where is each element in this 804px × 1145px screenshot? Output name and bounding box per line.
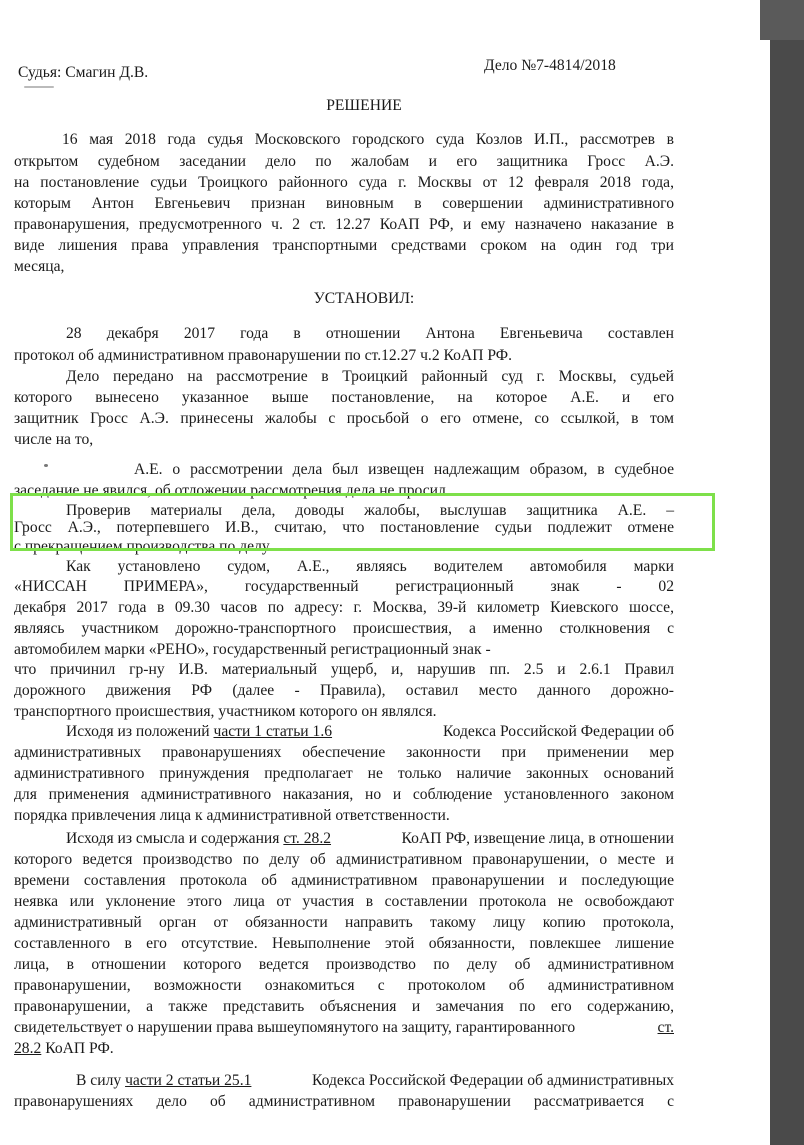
body-line: порядка привлечения лица к административной ответственности. — [14, 807, 450, 824]
body-line: «НИССАН ПРИМЕРА», государственный регистрационный знак - 02 — [14, 578, 674, 595]
intro-line: виде лишения права управления транспортными средствами сроком на один год три — [14, 237, 674, 254]
body-line: декабря 2017 года в 09.30 часов по адресу: г. Москва, 39-й километр Киевского шоссе, — [14, 599, 674, 616]
law-ref-paragraph — [66, 722, 674, 742]
intro-line: правонарушения, предусмотренного ч. 2 ст. 12.27 КоАП РФ, и ему назначено наказание в — [14, 216, 674, 233]
body-line: А.Е. о рассмотрении дела был извещен надлежащим образом, в судебное — [134, 461, 674, 478]
law-ref-paragraph — [14, 1039, 674, 1059]
scan-shadow-edge — [770, 0, 804, 1145]
law-ref-link[interactable]: 28.2 — [14, 1040, 42, 1057]
law-ref-link[interactable]: ст. 28.2 — [283, 830, 332, 847]
body-line: КоАП РФ, извещение лица, в отношении — [401, 830, 674, 847]
law-ref-prefix: В силу — [76, 1072, 122, 1089]
law-ref-link[interactable]: части 1 статьи 1.6 — [213, 723, 333, 740]
body-line: лица, в отношении которого ведется производство по делу об административном — [14, 956, 674, 973]
body-line: протокол об административном правонарушении по ст.12.27 ч.2 КоАП РФ. — [14, 347, 512, 364]
law-ref-paragraph — [66, 829, 674, 849]
law-ref-prefix: Исходя из положений — [66, 723, 210, 740]
body-line: числе на то, — [14, 431, 94, 448]
body-line: заседание не явился, об отложении рассмотрения дела не просил. — [14, 482, 450, 499]
body-line: с прекращением производства по делу. — [14, 538, 272, 555]
law-ref-link[interactable]: части 2 статьи 25.1 — [125, 1072, 252, 1089]
body-line: дорожного движения РФ (далее - Правила), оставил место данного дорожно- — [14, 682, 674, 699]
document-page — [14, 0, 674, 1145]
body-line: административный орган от обязанности направить такому лицу копию протокола, — [14, 914, 674, 931]
body-line: административных правонарушениях обеспечение законности при применении мер — [14, 744, 674, 761]
intro-line: которым Антон Евгеньевич признан виновным в совершении административного — [14, 195, 674, 212]
body-line: Дело передано на рассмотрение в Троицкий районный суд г. Москвы, судьей — [66, 368, 674, 385]
body-line: которого ведется производство по делу об административном правонарушении, о месте и — [14, 851, 674, 868]
body-line: неявка или уклонение этого лица от участия в составлении протокола не освобождают — [14, 893, 674, 910]
body-line: составленного в его отсутствие. Невыполнение этой обязанности, повлекшее лишение — [14, 935, 674, 952]
body-line: которого вынесено указанное выше постановление, на которое А.Е. и его — [14, 389, 674, 406]
body-line: 28 декабря 2017 года в отношении Антона Евгеньевича составлен — [66, 325, 674, 342]
body-line: защитник Гросс А.Э. принесены жалобы с просьбой о его отмене, со ссылкой, в том — [14, 410, 674, 427]
body-line: времени составления протокола об административном правонарушении и последующие — [14, 872, 674, 889]
body-line: КоАП РФ. — [45, 1040, 114, 1057]
body-line: для применения административного наказания, но и соблюдение установленного законом — [14, 786, 674, 803]
law-ref-prefix: Исходя из смысла и содержания — [66, 830, 280, 847]
law-ref-paragraph — [76, 1071, 674, 1091]
body-line: административного принуждения предполагает не только наличие законных оснований — [14, 765, 674, 782]
scan-speck — [24, 86, 54, 88]
body-line: что причинил гр-ну И.В. материальный ущерб, и, нарушив пп. 2.5 и 2.6.1 Правил — [14, 661, 674, 678]
intro-line: месяца, — [14, 258, 65, 275]
body-line: Кодекса Российской Федерации об административных — [311, 1072, 674, 1089]
intro-line: 16 мая 2018 года судья Московского городского суда Козлов И.П., рассмотрев в — [62, 131, 674, 148]
body-line: свидетельствует о нарушении права вышеупомянутого на защиту, гарантированного — [14, 1019, 576, 1036]
case-number: Дело №7-4814/2018 — [484, 57, 616, 74]
intro-line: на постановление судьи Троицкого районного суда г. Москвы от 12 февраля 2018 года, — [14, 174, 674, 191]
body-line: Проверив материалы дела, доводы жалобы, выслушав защитника А.Е. – — [66, 502, 674, 519]
body-line: правонарушениях дело об административном правонарушении рассматривается с — [14, 1093, 674, 1110]
highlight-box — [10, 493, 715, 551]
body-line: автомобилем марки «РЕНО», государственный регистрационный знак - — [14, 641, 491, 658]
body-line: Как установлено судом, А.Е., являясь водителем автомобиля марки — [66, 558, 674, 575]
body-line: транспортного происшествия, участником которого он являлся. — [14, 703, 437, 720]
document-title: РЕШЕНИЕ — [326, 97, 402, 114]
body-line: Кодекса Российской Федерации об — [443, 723, 674, 740]
judge-name: Судья: Смагин Д.В. — [18, 64, 149, 81]
body-line: правонарушении, возможности ознакомиться с протоколом об административном — [14, 977, 674, 994]
scan-shadow-corner — [760, 0, 804, 40]
section-title: УСТАНОВИЛ: — [313, 290, 415, 307]
scan-speck — [44, 464, 48, 467]
body-line: являясь участником дорожно-транспортного происшествия, а именно столкновения с — [14, 620, 674, 637]
law-ref-link[interactable]: ст. — [657, 1019, 674, 1036]
law-ref-paragraph — [14, 1018, 674, 1038]
intro-line: открытом судебном заседании дело по жалобам и его защитника Гросс А.Э. — [14, 153, 674, 170]
body-line: правонарушении, а также представить объяснения и замечания по его содержанию, — [14, 998, 674, 1015]
body-line: Гросс А.Э., потерпевшего И.В., считаю, что постановление судьи подлежит отмене — [14, 519, 674, 536]
